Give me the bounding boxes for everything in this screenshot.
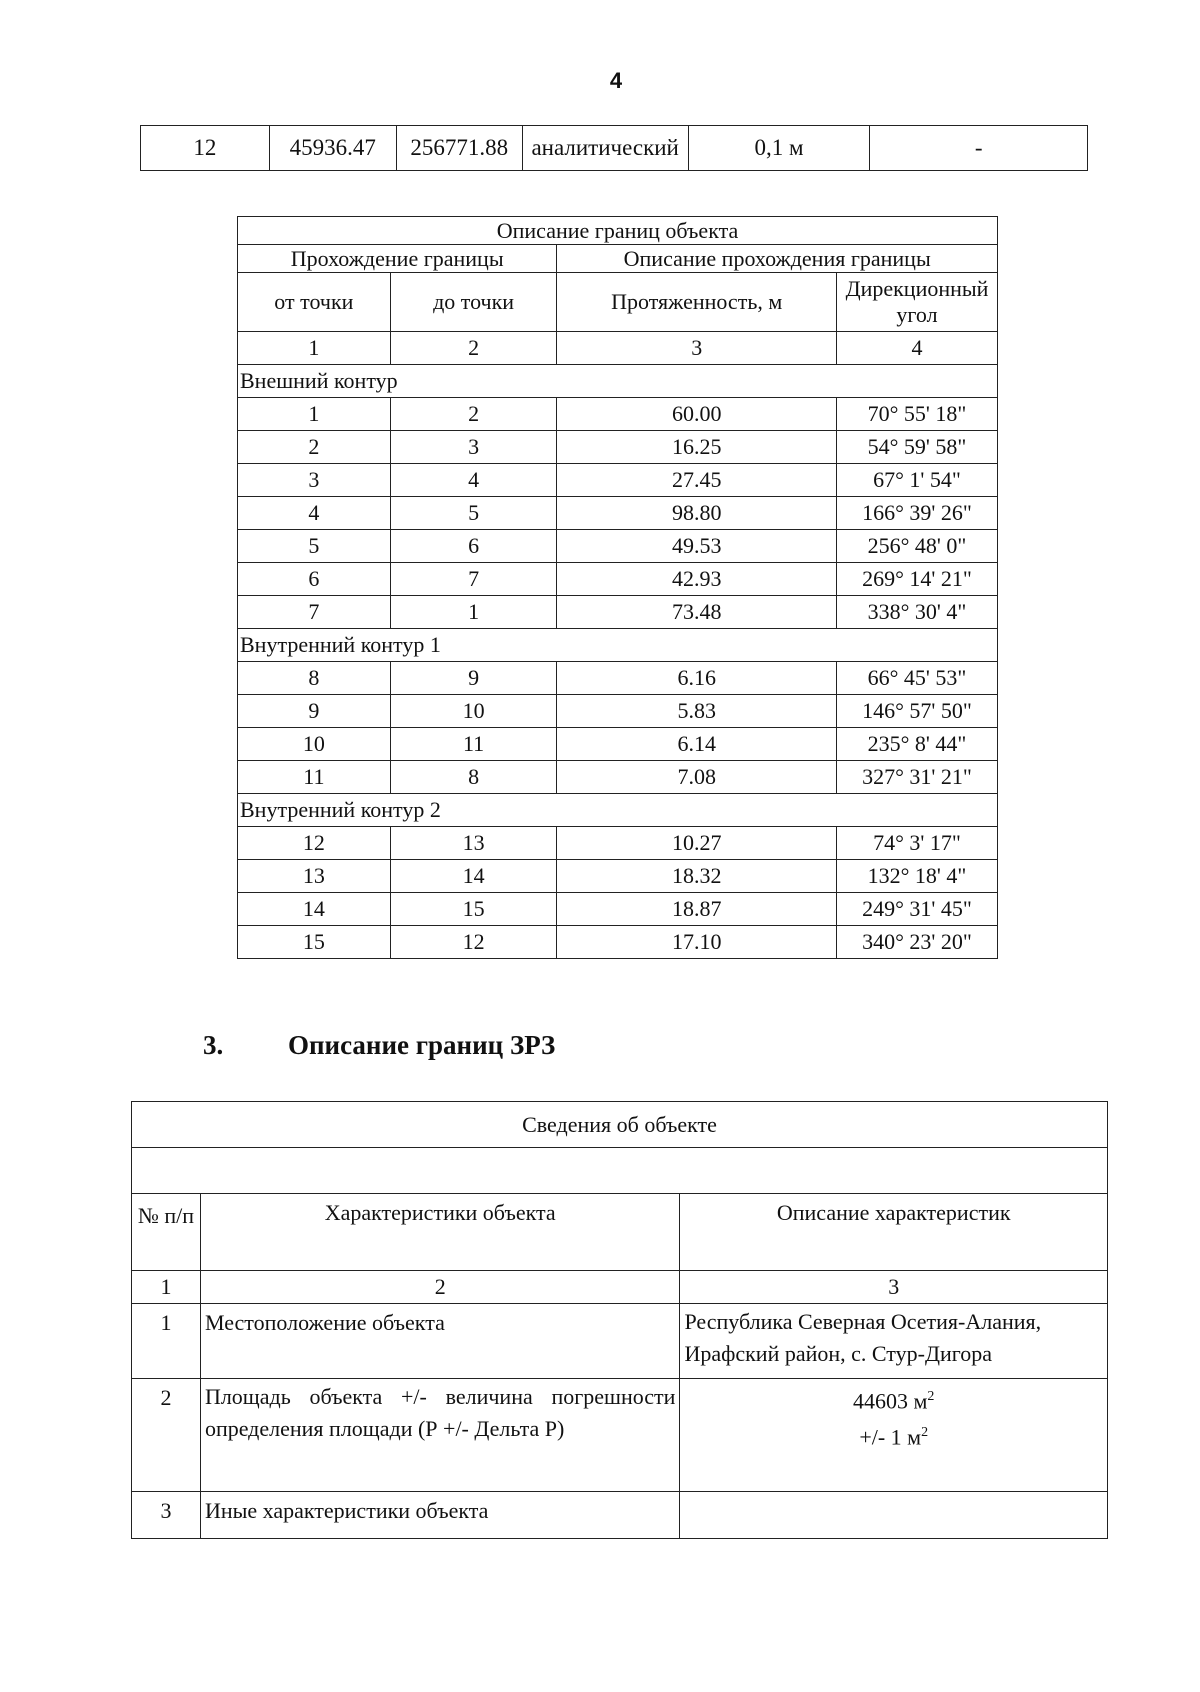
row-number: 3 — [132, 1492, 201, 1539]
column-number: 3 — [680, 1271, 1108, 1304]
angle: 269° 14' 21" — [837, 563, 998, 596]
from-point: 15 — [238, 926, 391, 959]
point-number: 12 — [141, 126, 270, 171]
contour-label-outer: Внешний контур — [238, 365, 998, 398]
header-length: Протяженность, м — [557, 273, 837, 332]
angle: 249° 31' 45" — [837, 893, 998, 926]
table-row — [141, 126, 1088, 171]
to-point: 15 — [390, 893, 557, 926]
length: 73.48 — [557, 596, 837, 629]
to-point: 12 — [390, 926, 557, 959]
coordinate-y: 256771.88 — [396, 126, 522, 171]
angle: 166° 39' 26" — [837, 497, 998, 530]
angle: 338° 30' 4" — [837, 596, 998, 629]
to-point: 2 — [390, 398, 557, 431]
table-row — [132, 1492, 1108, 1539]
to-point: 13 — [390, 827, 557, 860]
angle: 70° 55' 18" — [837, 398, 998, 431]
from-point: 12 — [238, 827, 391, 860]
angle: 340° 23' 20" — [837, 926, 998, 959]
section-title: Описание границ ЗРЗ — [288, 1030, 556, 1060]
from-point: 7 — [238, 596, 391, 629]
angle: 256° 48' 0" — [837, 530, 998, 563]
area-line — [684, 1381, 1103, 1417]
description: Республика Северная Осетия-Алания, Ирафский район, с. Стур-Дигора — [680, 1304, 1108, 1379]
characteristic: Местоположение объекта — [200, 1304, 680, 1379]
table-row — [238, 563, 998, 596]
column-number: 1 — [238, 332, 391, 365]
length: 42.93 — [557, 563, 837, 596]
header-number: № п/п — [132, 1194, 201, 1271]
characteristic: Иные характеристики объекта — [200, 1492, 680, 1539]
table-row — [238, 761, 998, 794]
to-point: 11 — [390, 728, 557, 761]
to-point: 14 — [390, 860, 557, 893]
table-row — [238, 431, 998, 464]
column-number: 4 — [837, 332, 998, 365]
angle: 132° 18' 4" — [837, 860, 998, 893]
table-row — [238, 827, 998, 860]
table-row — [238, 926, 998, 959]
length: 16.25 — [557, 431, 837, 464]
area: 44603 м — [853, 1388, 928, 1414]
from-point: 13 — [238, 860, 391, 893]
header-angle: Дирекционный угол — [837, 273, 998, 332]
row-number: 2 — [132, 1379, 201, 1492]
tolerance-line — [684, 1417, 1103, 1453]
from-point: 10 — [238, 728, 391, 761]
from-point: 14 — [238, 893, 391, 926]
to-point: 4 — [390, 464, 557, 497]
section-number: 3. — [203, 1030, 224, 1060]
object-info-table — [131, 1101, 1108, 1539]
empty-row — [132, 1148, 1108, 1194]
group-header-passage: Прохождение границы — [238, 245, 557, 273]
angle: 146° 57' 50" — [837, 695, 998, 728]
length: 10.27 — [557, 827, 837, 860]
length: 6.14 — [557, 728, 837, 761]
unit-exponent: 2 — [927, 1389, 935, 1404]
header-to-point: до точки — [390, 273, 557, 332]
length: 5.83 — [557, 695, 837, 728]
from-point: 1 — [238, 398, 391, 431]
angle: 66° 45' 53" — [837, 662, 998, 695]
column-number: 2 — [200, 1271, 680, 1304]
length: 17.10 — [557, 926, 837, 959]
from-point: 5 — [238, 530, 391, 563]
characteristic: Площадь объекта +/- величина погрешности определения площади (Р +/- Дельта Р) — [200, 1379, 680, 1492]
length: 27.45 — [557, 464, 837, 497]
table-row — [238, 728, 998, 761]
from-point: 6 — [238, 563, 391, 596]
from-point: 4 — [238, 497, 391, 530]
table-row — [238, 893, 998, 926]
length: 18.32 — [557, 860, 837, 893]
from-point: 3 — [238, 464, 391, 497]
table-row — [238, 497, 998, 530]
column-number: 2 — [390, 332, 557, 365]
table-row — [132, 1304, 1108, 1379]
coordinates-continuation-table — [140, 125, 1088, 171]
length: 60.00 — [557, 398, 837, 431]
extra-info: - — [870, 126, 1088, 171]
table-row — [238, 464, 998, 497]
from-point: 11 — [238, 761, 391, 794]
header-from-point: от точки — [238, 273, 391, 332]
angle: 327° 31' 21" — [837, 761, 998, 794]
column-number: 1 — [132, 1271, 201, 1304]
angle: 67° 1' 54" — [837, 464, 998, 497]
to-point: 3 — [390, 431, 557, 464]
contour-label-inner-2: Внутренний контур 2 — [238, 794, 998, 827]
page-number: 4 — [609, 68, 623, 93]
table-row — [238, 530, 998, 563]
unit-exponent: 2 — [921, 1425, 929, 1441]
header-characteristics: Характеристики объекта — [200, 1194, 680, 1271]
to-point: 6 — [390, 530, 557, 563]
angle: 54° 59' 58" — [837, 431, 998, 464]
header-description: Описание характеристик — [680, 1194, 1108, 1271]
boundary-description-table — [237, 216, 998, 959]
table-row — [132, 1379, 1108, 1492]
from-point: 8 — [238, 662, 391, 695]
table-row — [238, 596, 998, 629]
length: 49.53 — [557, 530, 837, 563]
section-heading — [203, 1030, 555, 1061]
table-row — [238, 860, 998, 893]
length: 98.80 — [557, 497, 837, 530]
contour-label-inner-1: Внутренний контур 1 — [238, 629, 998, 662]
from-point: 2 — [238, 431, 391, 464]
row-number: 1 — [132, 1304, 201, 1379]
area-value — [680, 1379, 1108, 1492]
tolerance: +/- 1 м — [859, 1424, 922, 1450]
angle: 235° 8' 44" — [837, 728, 998, 761]
table-row — [238, 662, 998, 695]
table-row — [238, 398, 998, 431]
length: 18.87 — [557, 893, 837, 926]
determination-method: аналитический — [522, 126, 688, 171]
length: 7.08 — [557, 761, 837, 794]
angle: 74° 3' 17" — [837, 827, 998, 860]
column-number: 3 — [557, 332, 837, 365]
to-point: 7 — [390, 563, 557, 596]
to-point: 8 — [390, 761, 557, 794]
length: 6.16 — [557, 662, 837, 695]
to-point: 5 — [390, 497, 557, 530]
coordinate-x: 45936.47 — [269, 126, 396, 171]
table-title: Описание границ объекта — [238, 217, 998, 245]
table-title: Сведения об объекте — [132, 1102, 1108, 1148]
table-row — [238, 695, 998, 728]
description — [680, 1492, 1108, 1539]
accuracy: 0,1 м — [688, 126, 870, 171]
to-point: 10 — [390, 695, 557, 728]
from-point: 9 — [238, 695, 391, 728]
to-point: 9 — [390, 662, 557, 695]
to-point: 1 — [390, 596, 557, 629]
group-header-description: Описание прохождения границы — [557, 245, 998, 273]
